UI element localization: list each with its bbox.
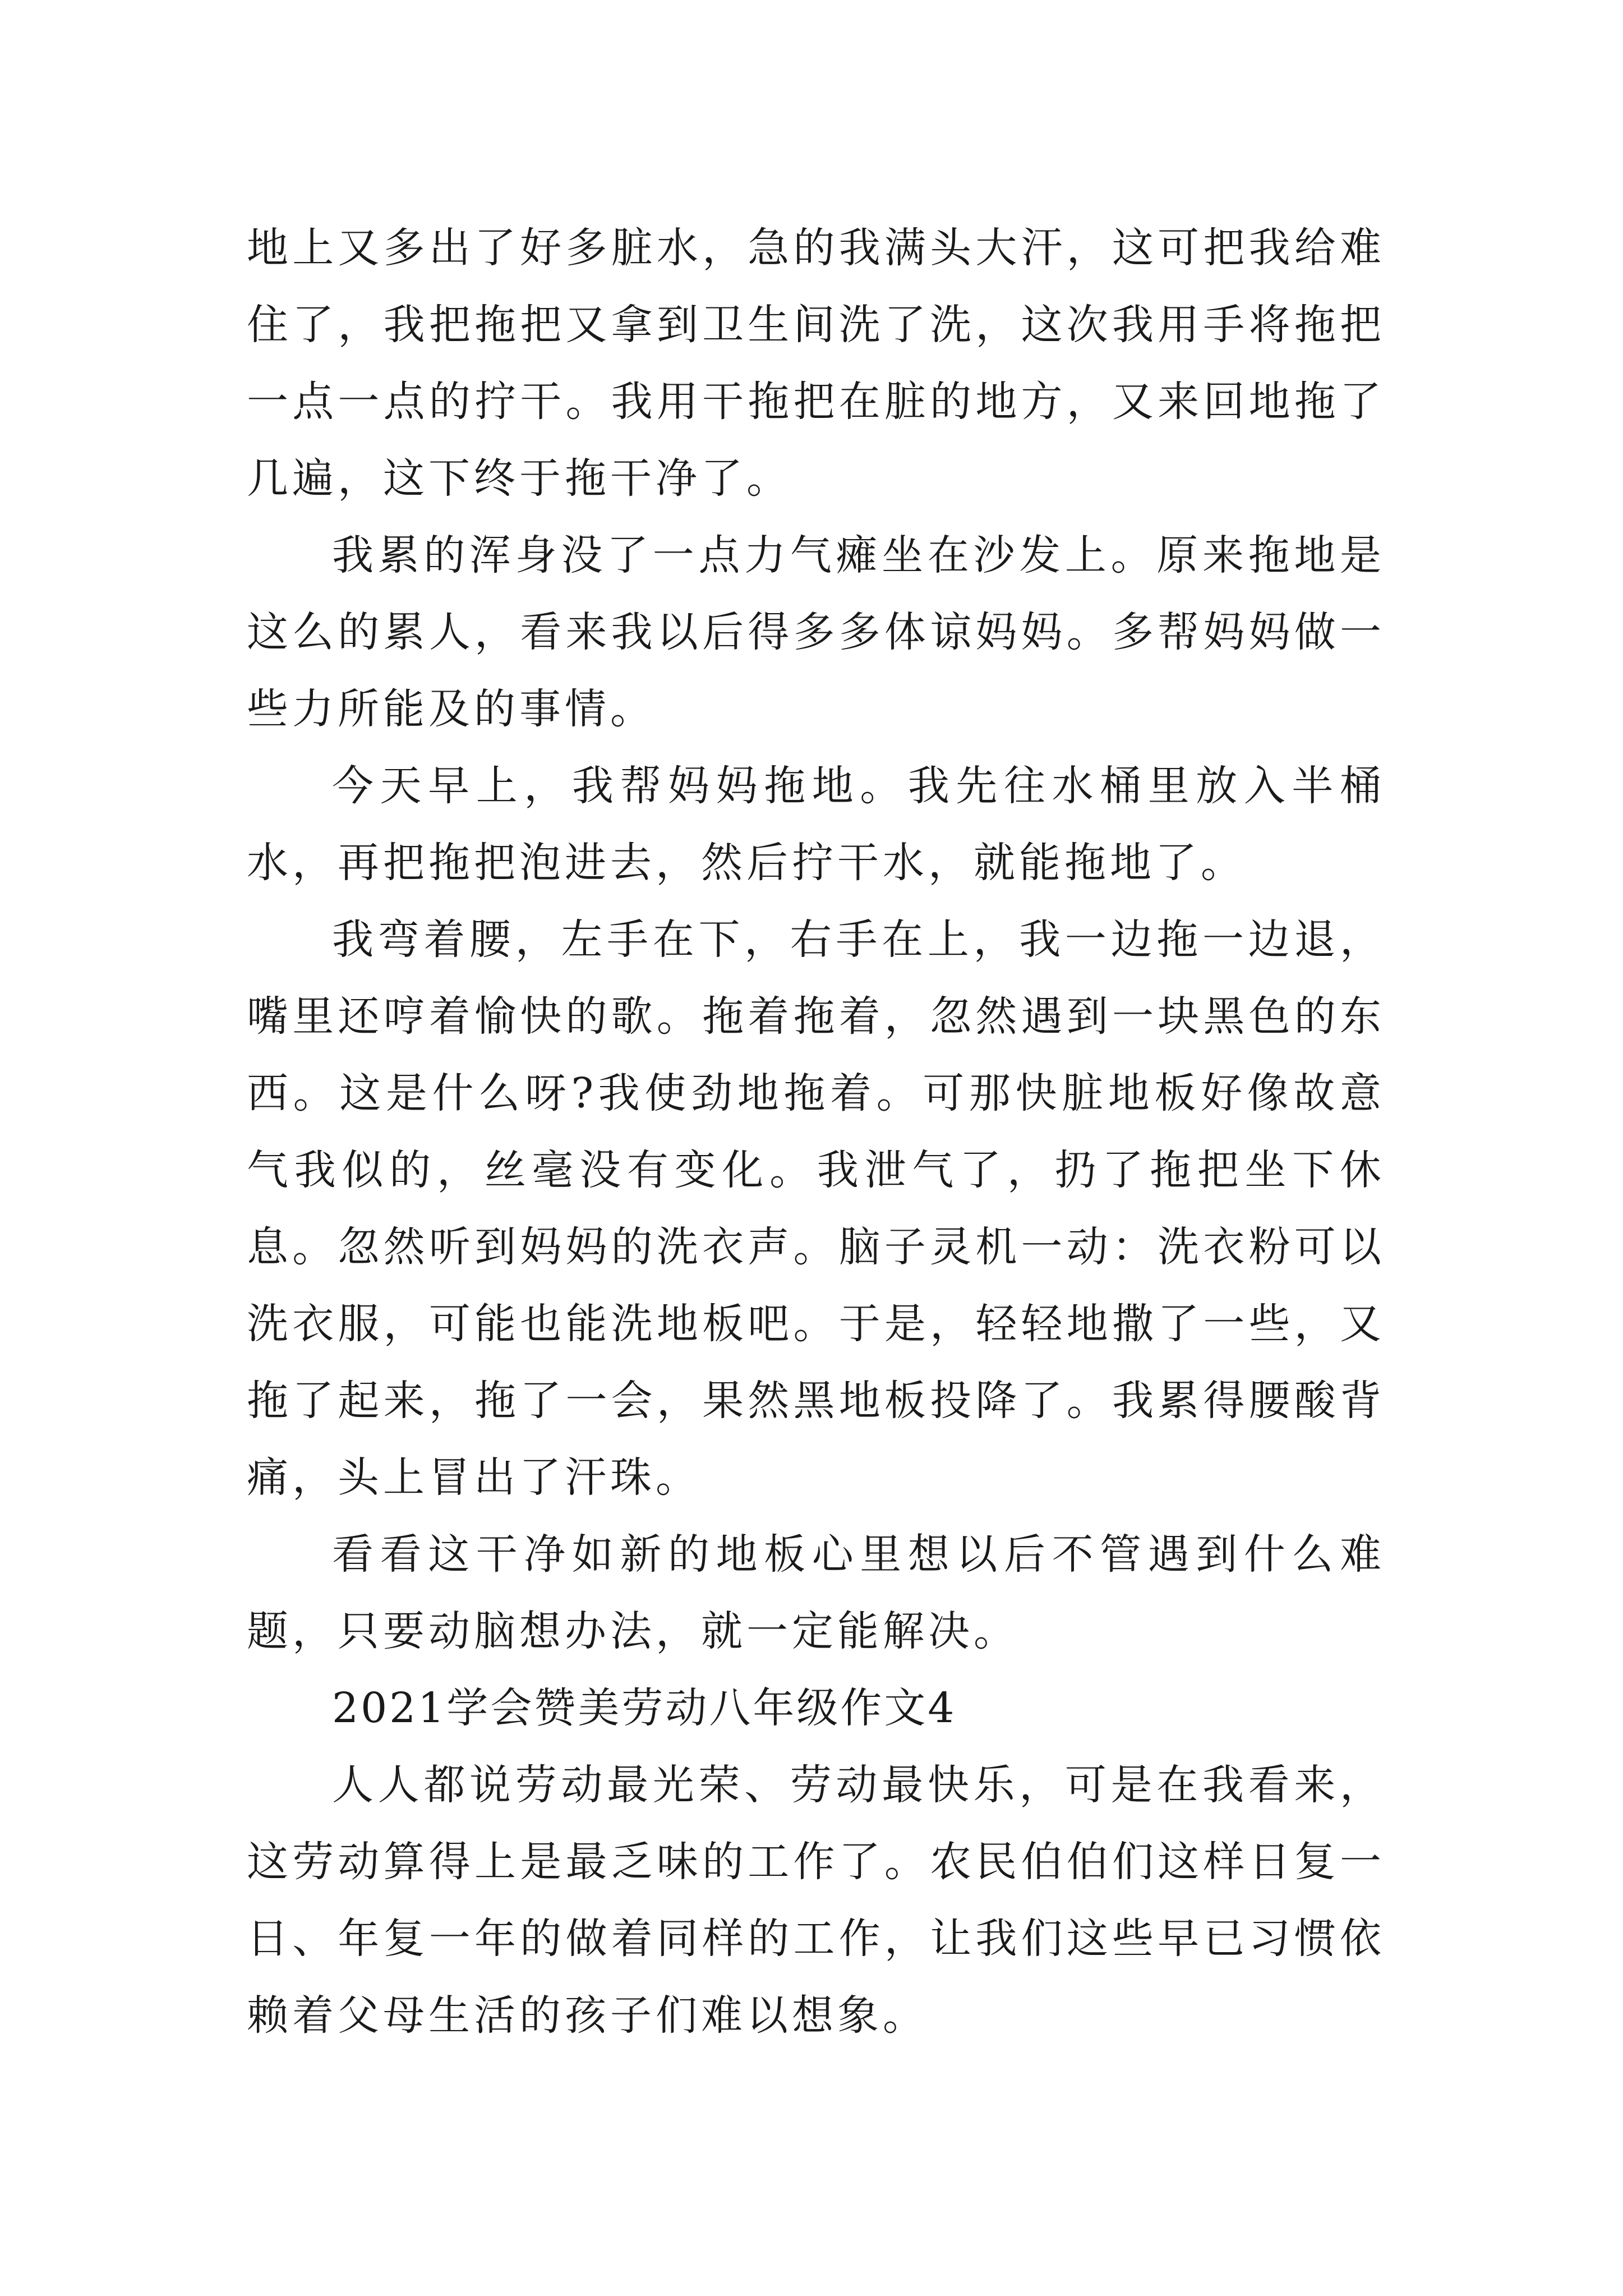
paragraph-mopping-continued: 地上又多出了好多脏水，急的我满头大汗，这可把我给难住了，我把拖把又拿到卫生间洗了洗，这次我用手将拖把一点一点的拧干。我用干拖把在脏的地方，又来回地拖了几遍，这下终于拖干净了。 (247, 224, 1385, 503)
paragraph-labor-opinion: 人人都说劳动最光荣、劳动最快乐，可是在我看来，这劳动算得上是最乏味的工作了。农民伯伯们这样日复一日、年复一年的做着同样的工作，让我们这些早已习惯依赖着父母生活的孩子们难以想象。 (247, 1761, 1385, 2040)
essay-heading: 2021学会赞美劳动八年级作文4 (332, 1684, 957, 1732)
paragraph-exhausted: 我累的浑身没了一点力气瘫坐在沙发上。原来拖地是这么的累人，看来我以后得多多体谅妈妈。多帮妈妈做一些力所能及的事情。 (247, 531, 1385, 733)
paragraph-morning-mopping: 今天早上，我帮妈妈拖地。我先往水桶里放入半桶水，再把拖把泡进去，然后拧干水，就能拖地了。 (247, 762, 1385, 887)
paragraph-clean-floor: 看看这干净如新的地板心里想以后不管遇到什么难题，只要动脑想办法，就一定能解决。 (247, 1530, 1385, 1655)
paragraph-black-stain: 我弯着腰，左手在下，右手在上，我一边拖一边退，嘴里还哼着愉快的歌。拖着拖着，忽然遇到一块黑色的东西。这是什么呀?我使劲地拖着。可那快脏地板好像故意气我似的，丝毫没有变化。我泄气了，扔了拖把坐下休息。忽然听到妈妈的洗衣声。脑子灵机一动：洗衣粉可以洗衣服，可能也能洗地板吧。于是，轻轻地撒了一些，又拖了起来，拖了一会，果然黑地板投降了。我累得腰酸背痛，头上冒出了汗珠。 (247, 915, 1385, 1502)
document-body (247, 210, 1385, 2054)
